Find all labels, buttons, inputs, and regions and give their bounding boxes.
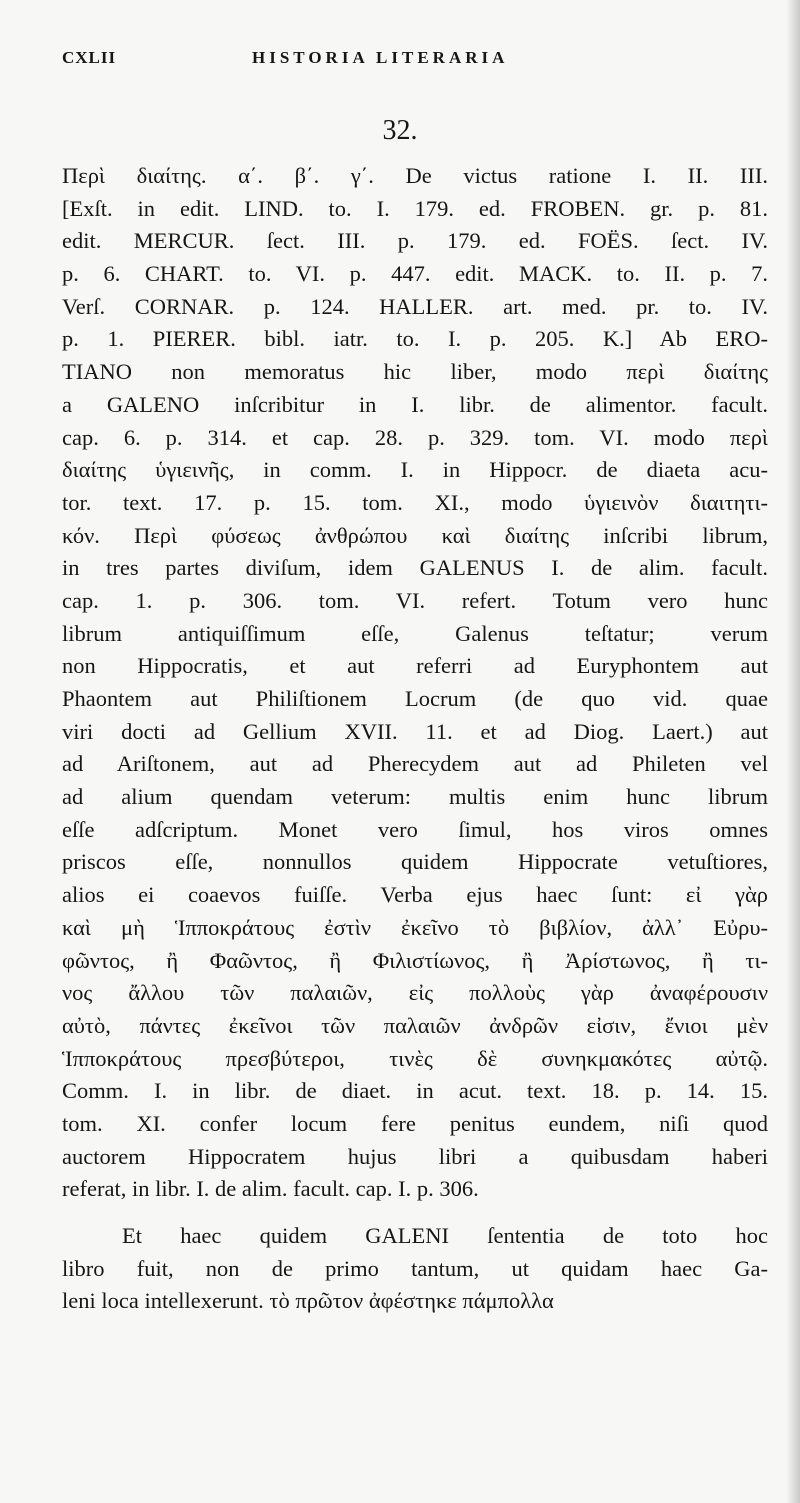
text-line: cap. 6. p. 314. et cap. 28. p. 329. tom. VI. modo περὶ xyxy=(62,424,768,450)
text-line: in tres partes diviſum, idem GALENUS I. de alim. facult. xyxy=(62,555,768,581)
text-line: p. 1. PIERER. bibl. iatr. to. I. p. 205. K.] Ab ERO- xyxy=(62,326,768,352)
text-line: Et haec quidem GALENI ſententia de toto hoc xyxy=(122,1223,768,1248)
paragraph xyxy=(62,160,768,1206)
text-line: referat, in libr. I. de alim. facult. cap. I. p. 306. xyxy=(62,1176,479,1202)
text-line: a GALENO inſcribitur in I. libr. de alimentor. facult. xyxy=(62,391,768,417)
running-title: HISTORIA LITERARIA xyxy=(252,48,509,67)
page-edge-shadow xyxy=(786,0,800,1503)
text-line: Verſ. CORNAR. p. 124. HALLER. art. med. pr. to. IV. xyxy=(62,293,768,319)
text-line: eſſe adſcriptum. Monet vero ſimul, hos viros omnes xyxy=(62,816,768,842)
text-line: librum antiquiſſimum eſſe, Galenus teſtatur; verum xyxy=(62,620,768,646)
text-line: p. 6. CHART. to. VI. p. 447. edit. MACK. to. II. p. 7. xyxy=(62,261,768,287)
text-line: viri docti ad Gellium XVII. 11. et ad Diog. Laert.) aut xyxy=(62,718,768,744)
text-line: νος ἄλλου τῶν παλαιῶν, εἰς πολλοὺς γὰρ ἀναφέρουσιν xyxy=(62,980,768,1006)
text-line: cap. 1. p. 306. tom. VI. refert. Totum vero hunc xyxy=(62,587,768,613)
text-line: leni loca intellexerunt. τὸ πρῶτον ἀφέστηκε πάμπολλα xyxy=(62,1288,554,1314)
text-line: non Hippocratis, et aut referri ad Euryphontem aut xyxy=(62,653,768,679)
text-line: Comm. I. in libr. de diaet. in acut. text. 18. p. 14. 15. xyxy=(62,1078,768,1104)
section-number: 32. xyxy=(382,115,418,146)
text-line: edit. MERCUR. ſect. III. p. 179. ed. FOËS. ſect. IV. xyxy=(62,228,768,254)
text-line: priscos eſſe, nonnullos quidem Hippocrate vetuſtiores, xyxy=(62,849,768,875)
text-line: φῶντος, ἢ Φαῶντος, ἢ Φιλιστίωνος, ἢ Ἀρίστωνος, ἢ τι- xyxy=(62,947,768,973)
paragraph-gap xyxy=(62,1206,768,1220)
text-line: κόν. Περὶ φύσεως ἀνθρώπου καὶ διαίτης inſcribi librum, xyxy=(62,522,768,548)
text-line: [Exſt. in edit. LIND. to. I. 179. ed. FROBEN. gr. p. 81. xyxy=(62,195,768,221)
text-line: libro fuit, non de primo tantum, ut quidam haec Ga- xyxy=(62,1255,768,1281)
page-header xyxy=(62,48,760,74)
paragraph xyxy=(62,1220,768,1318)
text-line: διαίτης ὑγιεινῆς, in comm. I. in Hippocr. de diaeta acu- xyxy=(62,457,768,483)
text-line: αὐτὸ, πάντες ἐκεῖνοι τῶν παλαιῶν ἀνδρῶν εἰσιν, ἔνιοι μὲν xyxy=(62,1012,768,1038)
text-line: alios ei coaevos fuiſſe. Verba ejus haec ſunt: εἰ γὰρ xyxy=(62,882,768,908)
text-line: auctorem Hippocratem hujus libri a quibusdam haberi xyxy=(62,1143,768,1169)
text-line: Περὶ διαίτης. α΄. β΄. γ΄. De victus ratione I. II. III. xyxy=(62,163,768,188)
folio-number: CXLII xyxy=(62,48,117,67)
text-line: Ἱπποκράτους πρεσβύτεροι, τινὲς δὲ συνηκμακότες αὐτῷ. xyxy=(62,1045,768,1071)
body-text xyxy=(62,160,768,1318)
text-line: ad alium quendam veterum: multis enim hunc librum xyxy=(62,784,768,810)
text-line: TIANO non memoratus hic liber, modo περὶ διαίτης xyxy=(62,359,768,385)
text-line: tom. XI. confer locum fere penitus eundem, niſi quod xyxy=(62,1110,768,1136)
text-line: καὶ μὴ Ἱπποκράτους ἐστὶν ἐκεῖνο τὸ βιβλίον, ἀλλ᾿ Εὐρυ- xyxy=(62,914,768,940)
text-line: ad Ariſtonem, aut ad Pherecydem aut ad Phileten vel xyxy=(62,751,768,777)
text-line: tor. text. 17. p. 15. tom. XI., modo ὑγιεινὸν διαιτητι- xyxy=(62,489,768,515)
text-line: Phaontem aut Philiſtionem Locrum (de quo vid. quae xyxy=(62,686,768,711)
